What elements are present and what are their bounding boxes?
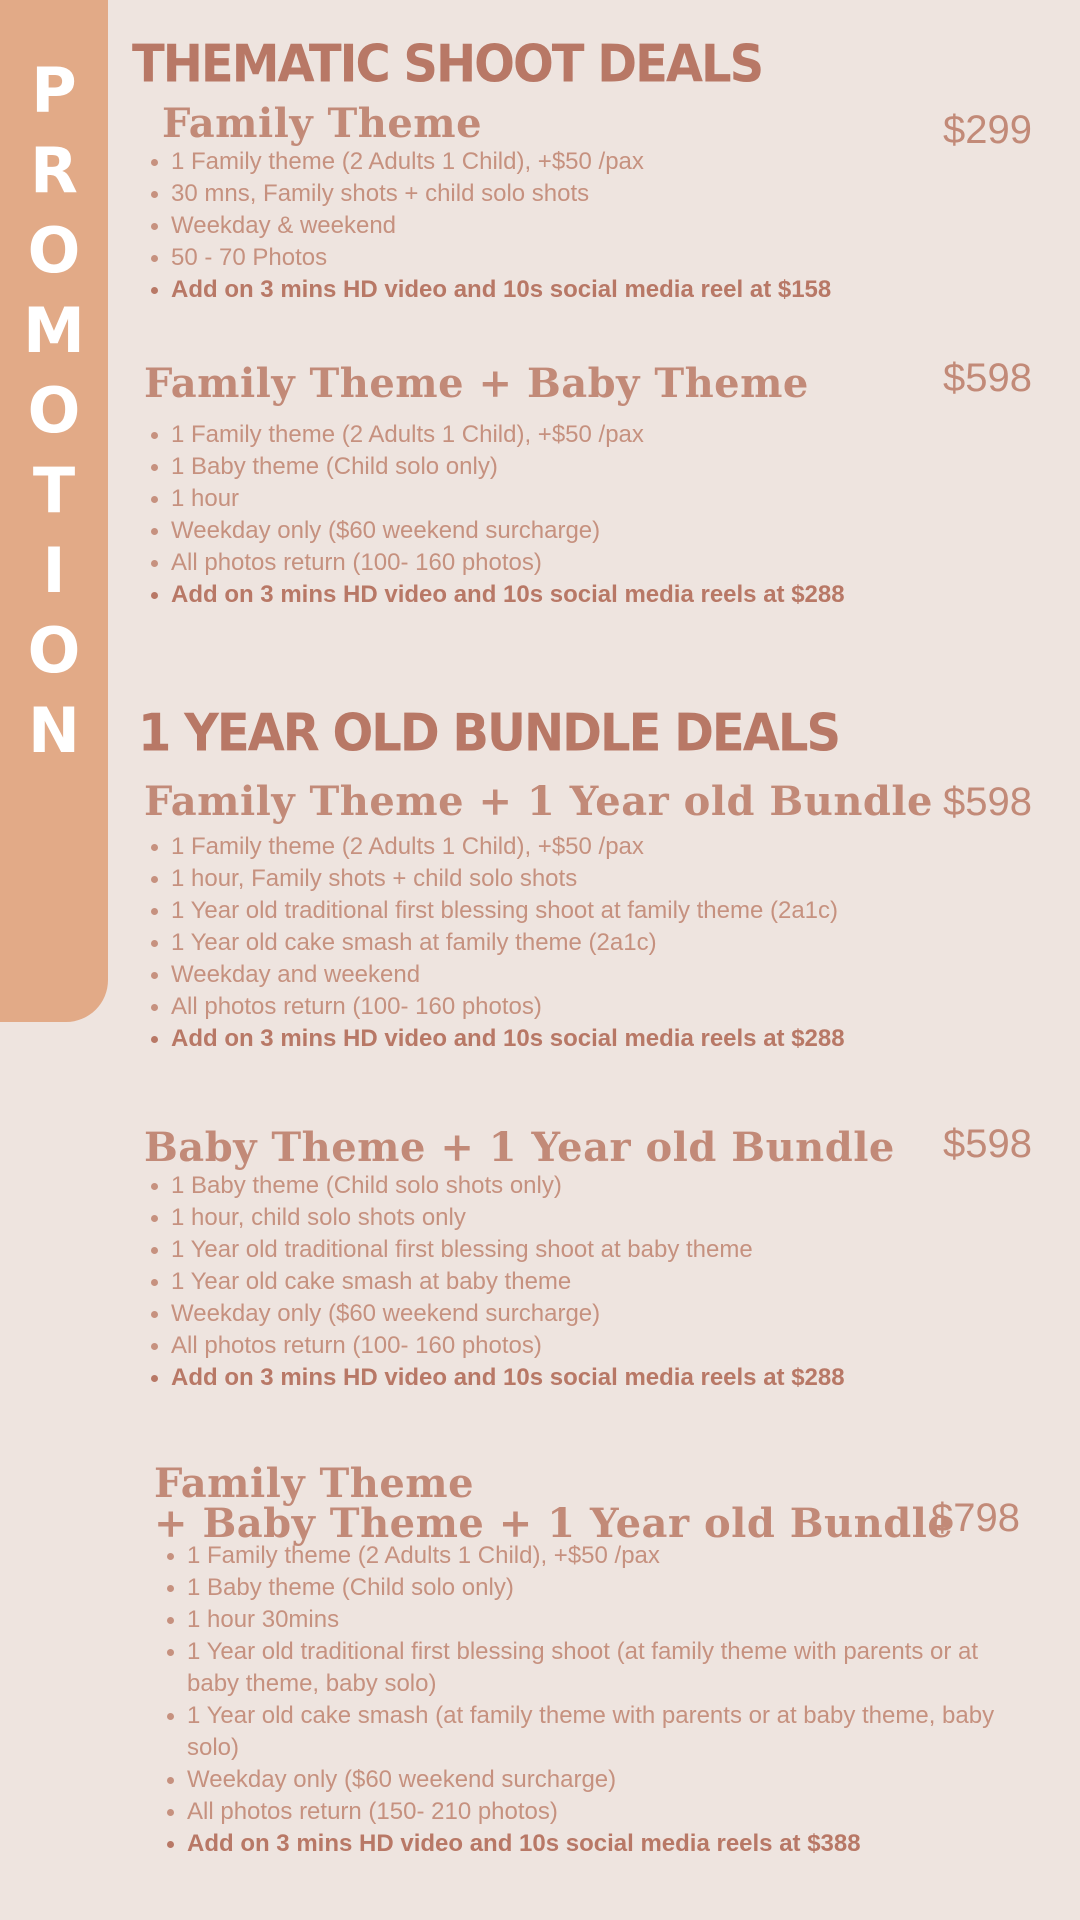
sidebar-letter: N [28,694,80,767]
sidebar-letter: I [42,534,66,607]
sidebar-letter: M [23,294,85,367]
addon-item: Add on 3 mins HD video and 10s social media reels at $288 [171,1023,845,1055]
sidebar-letter: R [30,134,78,207]
addon-item: Add on 3 mins HD video and 10s social media reels at $288 [171,579,845,611]
list-item: 50 - 70 Photos [171,242,831,274]
sidebar-letter: T [32,454,76,527]
deal-price: $598 [943,1122,1032,1166]
deal-items [145,146,831,306]
deal-items [145,1170,845,1394]
deal-price: $798 [931,1496,1020,1540]
addon-item: Add on 3 mins HD video and 10s social media reel at $158 [171,274,831,306]
deal-items [145,419,845,611]
section-title-bundle: 1 YEAR OLD BUNDLE DEALS [138,703,840,764]
list-item: All photos return (150- 210 photos) [187,1796,1027,1828]
list-item: 1 Family theme (2 Adults 1 Child), +$50 /pax [171,146,831,178]
sidebar-letter: O [27,614,81,687]
list-item: 1 Year old cake smash at family theme (2a1c) [171,927,845,959]
deal-title: Baby Theme + 1 Year old Bundle [144,1124,895,1171]
list-item: 1 hour, child solo shots only [171,1202,845,1234]
list-item: All photos return (100- 160 photos) [171,1330,845,1362]
list-item: 1 Year old traditional first blessing shoot at baby theme [171,1234,845,1266]
sidebar-letter: O [27,214,81,287]
list-item: All photos return (100- 160 photos) [171,991,845,1023]
sidebar-letter: O [27,374,81,447]
list-item: 1 Family theme (2 Adults 1 Child), +$50 /pax [187,1540,1027,1572]
list-item: All photos return (100- 160 photos) [171,547,845,579]
list-item: 1 Year old traditional first blessing shoot (at family theme with parents or at baby theme, baby solo) [187,1636,1027,1700]
deal-price: $598 [943,780,1032,824]
list-item: 1 Family theme (2 Adults 1 Child), +$50 /pax [171,419,845,451]
deal-title: Family Theme + Baby Theme [144,360,809,407]
list-item: 1 Year old cake smash at baby theme [171,1266,845,1298]
list-item: Weekday only ($60 weekend surcharge) [171,1298,845,1330]
deal-title [154,1460,954,1547]
list-item: Weekday only ($60 weekend surcharge) [171,515,845,547]
deal-price: $598 [943,356,1032,400]
list-item: 1 hour [171,483,845,515]
sidebar-letter: P [31,54,77,127]
list-item: Weekday and weekend [171,959,845,991]
promotion-sidebar [0,0,108,1022]
section-title-thematic: THEMATIC SHOOT DEALS [132,34,763,95]
list-item: 1 Baby theme (Child solo only) [187,1572,1027,1604]
list-item: 30 mns, Family shots + child solo shots [171,178,831,210]
deal-title: Family Theme + 1 Year old Bundle [144,778,934,825]
list-item: 1 Baby theme (Child solo only) [171,451,845,483]
list-item: 1 Year old traditional first blessing shoot at family theme (2a1c) [171,895,845,927]
deal-items [161,1540,1027,1860]
deal-items [145,831,845,1055]
addon-item: Add on 3 mins HD video and 10s social media reels at $288 [171,1362,845,1394]
list-item: 1 Baby theme (Child solo shots only) [171,1170,845,1202]
deal-title-line1: Family Theme [154,1460,475,1507]
list-item: 1 Year old cake smash (at family theme with parents or at baby theme, baby solo) [187,1700,1027,1764]
list-item: 1 hour, Family shots + child solo shots [171,863,845,895]
list-item: Weekday only ($60 weekend surcharge) [187,1764,1027,1796]
deal-title: Family Theme [162,100,483,147]
addon-item: Add on 3 mins HD video and 10s social media reels at $388 [187,1828,1027,1860]
list-item: 1 Family theme (2 Adults 1 Child), +$50 /pax [171,831,845,863]
deal-title-line2: + Baby Theme + 1 Year old Bundle [154,1500,954,1547]
list-item: Weekday & weekend [171,210,831,242]
list-item: 1 hour 30mins [187,1604,1027,1636]
deal-price: $299 [943,108,1032,152]
